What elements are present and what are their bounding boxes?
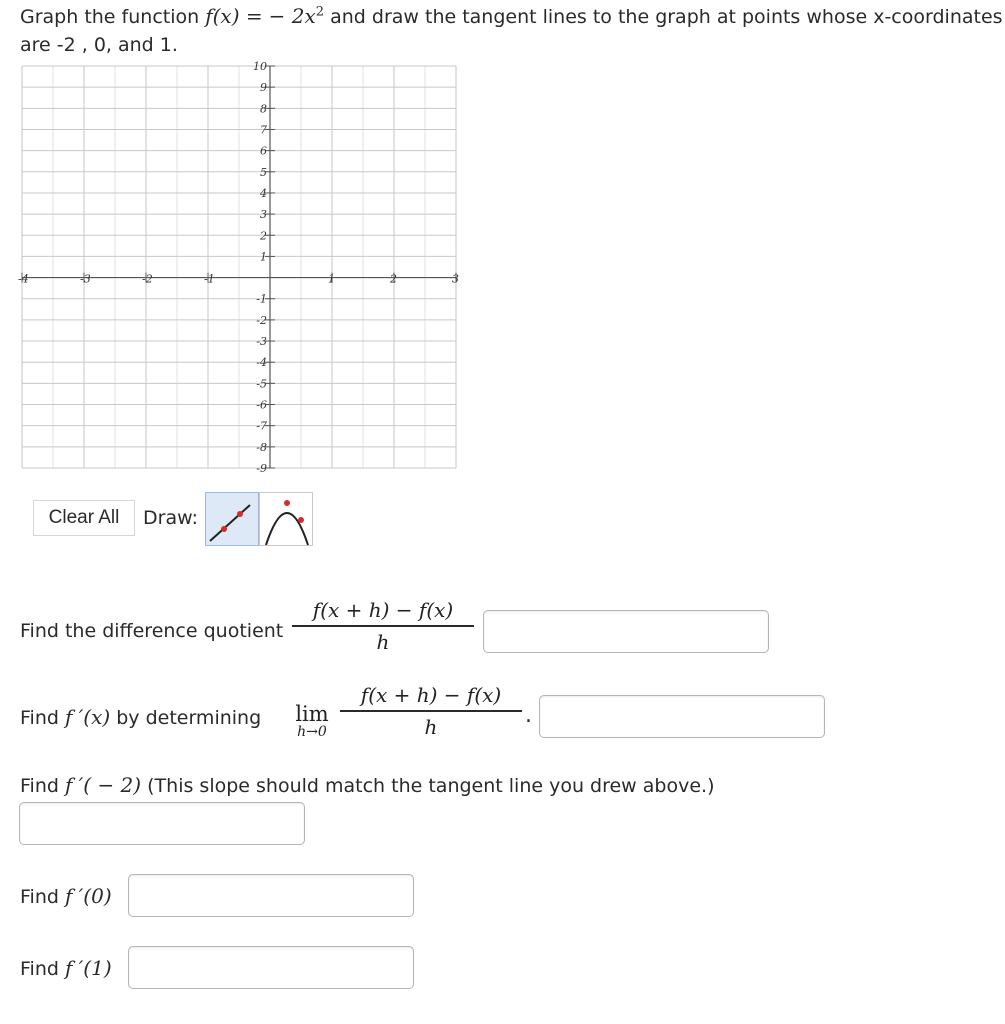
y-tick-label: 8 [260, 102, 267, 116]
fprime-neg2-find: Find [20, 775, 59, 797]
draw-label: Draw: [143, 507, 198, 529]
y-tick-label: 9 [260, 81, 267, 95]
difference-quotient-fraction [292, 598, 474, 654]
clear-all-button[interactable]: Clear All [33, 500, 135, 536]
fraction-denominator: h [376, 630, 390, 654]
fprime-1-input[interactable] [128, 946, 414, 989]
problem-statement [20, 4, 1003, 28]
y-tick-label: 6 [260, 144, 267, 158]
derivative-label-mid: by determining [116, 707, 262, 729]
problem-rest: and draw the tangent lines to the graph at points whose x-coordinates [330, 6, 1003, 28]
derivative-numerator: f(x + h) − f(x) [360, 683, 502, 707]
limit-operator [284, 702, 340, 740]
limit-subscript: h→0 [297, 724, 327, 740]
derivative-fprime: f ′(x) [64, 705, 111, 729]
fprime-neg2-label [20, 773, 714, 797]
derivative-label [20, 705, 261, 729]
fraction-bar [292, 625, 474, 627]
derivative-fraction-bar [340, 710, 522, 712]
y-tick-label: -3 [256, 335, 267, 349]
problem-intro: Graph the function [20, 6, 200, 28]
y-tick-label: 10 [253, 60, 267, 73]
x-tick-label: 2 [390, 272, 397, 286]
y-tick-label: 7 [260, 123, 267, 137]
line-tool-button[interactable] [205, 492, 259, 546]
y-tick-label: 1 [260, 250, 267, 264]
fprime-neg2-input[interactable] [19, 802, 305, 845]
fprime-0-find: Find [20, 886, 59, 908]
fprime-0-expr: f ′(0) [64, 884, 112, 908]
difference-quotient-label: Find the difference quotient [20, 620, 284, 642]
fraction-numerator: f(x + h) − f(x) [312, 598, 454, 622]
fprime-0-input[interactable] [128, 874, 414, 917]
parabola-tool-button[interactable] [259, 492, 313, 546]
y-tick-label: 5 [260, 165, 267, 179]
grid-lines [22, 66, 456, 468]
fprime-1-expr: f ′(1) [64, 956, 112, 980]
fprime-1-find: Find [20, 958, 59, 980]
x-tick-label: -4 [18, 272, 29, 286]
derivative-denominator: h [424, 715, 438, 739]
parabola-tool-icon [260, 493, 312, 545]
y-tick-label: 4 [260, 186, 267, 200]
derivative-label-find: Find [20, 707, 59, 729]
fprime-0-label [20, 884, 112, 908]
derivative-fraction [340, 683, 522, 739]
x-tick-label: -1 [204, 272, 215, 286]
y-tick-label: 3 [260, 208, 267, 222]
fprime-neg2-note: (This slope should match the tangent line you drew above.) [147, 775, 715, 797]
line-tool-icon [206, 493, 258, 545]
problem-line2: are -2 , 0, and 1. [20, 34, 178, 56]
y-tick-label: -9 [256, 462, 267, 475]
limit-word: lim [295, 702, 329, 726]
y-tick-label: -4 [256, 356, 267, 370]
function-name: f(x) = [205, 4, 263, 28]
difference-quotient-input[interactable] [483, 610, 769, 653]
y-tick-label: -1 [256, 292, 267, 306]
function-exponent: 2 [315, 4, 325, 20]
y-tick-label: -8 [256, 440, 267, 454]
y-tick-label: 2 [260, 229, 267, 243]
y-tick-label: -5 [256, 377, 267, 391]
x-tick-label: 3 [452, 272, 459, 286]
x-tick-label: -3 [80, 272, 91, 286]
x-tick-label: 1 [328, 272, 335, 286]
fprime-1-label [20, 956, 112, 980]
x-tick-label: -2 [142, 272, 153, 286]
derivative-input[interactable] [539, 695, 825, 738]
graph-canvas[interactable] [20, 58, 460, 478]
period: . [525, 703, 532, 728]
y-tick-label: -6 [256, 398, 267, 412]
function-rhs: − 2x [268, 4, 316, 28]
y-tick-label: -7 [256, 419, 267, 433]
y-tick-label: -2 [256, 313, 267, 327]
fprime-neg2-expr: f ′( − 2) [64, 773, 142, 797]
